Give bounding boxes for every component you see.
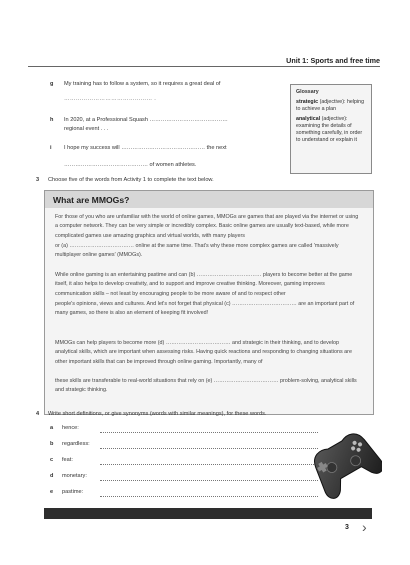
article-box (44, 190, 374, 415)
answer-line-e[interactable] (100, 496, 318, 497)
definition-row-d (50, 473, 87, 479)
definition-row-a (50, 425, 79, 431)
definition-letter-c: c (50, 457, 54, 463)
glossary-box (290, 84, 372, 174)
article-header (45, 191, 373, 208)
question-3 (36, 176, 214, 185)
article-paragraph-2b: people's opinions, views and cultures. And let's not forget that physical (c) ……………………………… are an important part of many games, so there is also an element of keeping fit involved! (55, 301, 355, 317)
question-4-number: 4 (36, 411, 40, 417)
definition-row-e (50, 489, 83, 495)
item-g-blank: ……………………………………… . (64, 96, 157, 102)
item-i-letter: i (50, 145, 52, 151)
answer-line-b[interactable] (100, 448, 318, 449)
glossary-term-analytical-pos: (adjective): (320, 116, 348, 122)
article-paragraph-3b: these skills are transferable to real-world situations that rely on (e) ……………………………… problem-solving, analytical skills and strategic thinking. (55, 378, 357, 394)
glossary-term-strategic: strategic (296, 99, 319, 105)
answer-line-a[interactable] (100, 432, 318, 433)
glossary-term-strategic-pos: (adjective): (318, 99, 346, 105)
answer-line-d[interactable] (100, 480, 318, 481)
definition-letter-a: a (50, 425, 54, 431)
definition-word-c: feat: (62, 457, 73, 463)
item-g-letter: g (50, 81, 54, 87)
article-paragraph-2: While online gaming is an entertaining pastime and can (b) ……………………………… players to become better at the game itself, it also helps to develop creativity, and to support and improve creative thinking. Moreover, gaming improves communication skills – not least by encouraging people to be more aware of and to respect other (55, 272, 353, 297)
definition-word-a: hence: (62, 425, 79, 431)
definition-row-b (50, 441, 90, 447)
article-title: What are MMOGs? (53, 195, 130, 205)
glossary-entry-strategic (296, 99, 366, 113)
glossary-entry-analytical (296, 116, 366, 144)
item-h-letter: h (50, 117, 54, 123)
item-i-text-1: I hope my success will ……………………………………… the next (64, 145, 227, 151)
glossary-def-analytical: examining the details of something carefully, in order to understand or explain it (296, 123, 363, 143)
item-g-text: My training has to follow a system, so it requires a great deal of (64, 81, 221, 87)
glossary-title: Glossary (296, 89, 319, 95)
item-h-text-1: In 2020, at a Professional Squash …………………………………… (64, 117, 228, 123)
question-3-text: Choose five of the words from Activity 1 to complete the text below. (48, 177, 214, 183)
item-g (50, 80, 220, 89)
item-i (50, 144, 227, 153)
definition-word-d: monetary: (62, 473, 87, 479)
definition-row-c (50, 457, 73, 463)
header-divider (28, 66, 380, 67)
definition-letter-b: b (50, 441, 54, 447)
game-controller-icon (310, 418, 382, 510)
footer-bar (44, 508, 372, 519)
article-paragraph-3: MMOGs can help players to become more (d) ……………………………… and strategic in their thinking, and to develop analytical skills, which are important when assessing risks. Having quick reactions and responding to changing situations are other important skills that can be improved through online gaming. Importantly, many of (55, 340, 352, 365)
definition-word-b: regardless: (62, 441, 90, 447)
question-4-text: Write short definitions, or give synonyms (words with similar meanings), for these words. (48, 411, 267, 417)
item-h (50, 116, 228, 125)
article-paragraph-1b: or (a) ……………………………… online at the same time. That's why these more complex games are called 'massively multiplayer online games' (MMOGs). (55, 243, 339, 259)
item-i-text-2: ……………………………………… of women athletes. (64, 162, 197, 168)
definition-letter-d: d (50, 473, 54, 479)
question-3-number: 3 (36, 177, 40, 183)
question-4 (36, 410, 266, 419)
answer-line-c[interactable] (100, 464, 318, 465)
definition-word-e: pastime: (62, 489, 84, 495)
article-paragraph-1: For those of you who are unfamiliar with the world of online games, MMOGs are games that are played via the internet or using a computer network. They can be very simple or incredibly complex. Basic online games are usually text-based, while more complicated games use amazing graphics and virtual worlds, with many players (55, 214, 359, 239)
page-number: 3 (345, 524, 349, 531)
definition-letter-e: e (50, 489, 54, 495)
item-h-text-2: regional event . . . (64, 126, 109, 132)
unit-title: Unit 1: Sports and free time (286, 56, 380, 65)
glossary-def-strategic: helping to achieve a plan (296, 99, 365, 112)
chevron-right-icon[interactable]: › (362, 519, 367, 535)
glossary-term-analytical: analytical (296, 116, 321, 122)
